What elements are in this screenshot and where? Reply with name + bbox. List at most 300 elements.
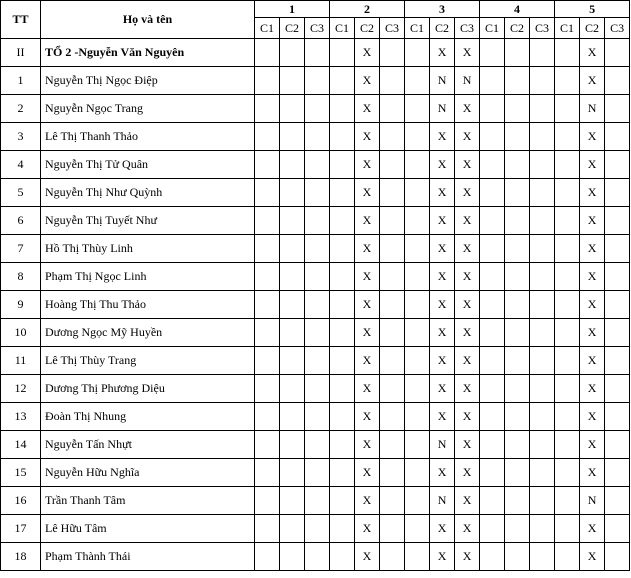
- mark-cell: X: [430, 403, 455, 431]
- row-name: Nguyễn Hữu Nghĩa: [41, 459, 255, 487]
- mark-cell: [305, 375, 330, 403]
- mark-cell: X: [430, 235, 455, 263]
- header-g3-c1: C1: [405, 18, 430, 39]
- mark-cell: [480, 123, 505, 151]
- mark-cell: [255, 319, 280, 347]
- header-g3-c3: C3: [455, 18, 480, 39]
- mark-cell: [505, 151, 530, 179]
- mark-cell: [380, 39, 405, 67]
- mark-cell: X: [580, 39, 605, 67]
- mark-cell: [405, 207, 430, 235]
- mark-cell: [605, 459, 630, 487]
- mark-cell: [305, 431, 330, 459]
- mark-cell: X: [455, 235, 480, 263]
- mark-cell: [380, 207, 405, 235]
- mark-cell: X: [455, 543, 480, 571]
- mark-cell: [605, 375, 630, 403]
- mark-cell: [480, 151, 505, 179]
- mark-cell: [505, 403, 530, 431]
- mark-cell: [605, 179, 630, 207]
- mark-cell: [555, 319, 580, 347]
- mark-cell: X: [455, 347, 480, 375]
- row-number: 15: [1, 459, 41, 487]
- mark-cell: [605, 515, 630, 543]
- row-number: 14: [1, 431, 41, 459]
- header-group-4: 4: [480, 1, 555, 18]
- mark-cell: [480, 39, 505, 67]
- mark-cell: X: [455, 151, 480, 179]
- row-name: Lê Thị Thanh Thảo: [41, 123, 255, 151]
- mark-cell: [480, 207, 505, 235]
- mark-cell: [530, 431, 555, 459]
- mark-cell: X: [355, 347, 380, 375]
- mark-cell: [305, 515, 330, 543]
- mark-cell: N: [430, 95, 455, 123]
- row-name: Nguyễn Thị Ngọc Điệp: [41, 67, 255, 95]
- mark-cell: [555, 123, 580, 151]
- mark-cell: [330, 431, 355, 459]
- mark-cell: [255, 515, 280, 543]
- mark-cell: X: [580, 431, 605, 459]
- table-row: [1, 291, 630, 319]
- mark-cell: X: [455, 263, 480, 291]
- mark-cell: [405, 95, 430, 123]
- mark-cell: [380, 431, 405, 459]
- mark-cell: [605, 67, 630, 95]
- mark-cell: [555, 515, 580, 543]
- mark-cell: [380, 291, 405, 319]
- mark-cell: X: [430, 319, 455, 347]
- mark-cell: [405, 235, 430, 263]
- mark-cell: [405, 515, 430, 543]
- mark-cell: [305, 291, 330, 319]
- mark-cell: [255, 459, 280, 487]
- row-name: Lê Thị Thùy Trang: [41, 347, 255, 375]
- mark-cell: [330, 123, 355, 151]
- mark-cell: X: [455, 95, 480, 123]
- mark-cell: [480, 291, 505, 319]
- mark-cell: [255, 543, 280, 571]
- header-g4-c3: C3: [530, 18, 555, 39]
- mark-cell: [380, 515, 405, 543]
- mark-cell: [530, 67, 555, 95]
- mark-cell: [555, 375, 580, 403]
- mark-cell: [330, 95, 355, 123]
- mark-cell: [305, 123, 330, 151]
- mark-cell: [505, 319, 530, 347]
- row-name: Đoàn Thị Nhung: [41, 403, 255, 431]
- row-name: Nguyễn Thị Tuyết Như: [41, 207, 255, 235]
- mark-cell: [255, 291, 280, 319]
- table-row: [1, 347, 630, 375]
- mark-cell: [555, 543, 580, 571]
- table-body: [1, 39, 630, 571]
- mark-cell: [605, 263, 630, 291]
- mark-cell: N: [455, 67, 480, 95]
- table-row: [1, 207, 630, 235]
- mark-cell: X: [355, 487, 380, 515]
- row-name: Trần Thanh Tâm: [41, 487, 255, 515]
- row-number: 8: [1, 263, 41, 291]
- mark-cell: [255, 431, 280, 459]
- mark-cell: [480, 403, 505, 431]
- row-number: 17: [1, 515, 41, 543]
- row-name: Nguyễn Tấn Nhựt: [41, 431, 255, 459]
- mark-cell: [255, 67, 280, 95]
- mark-cell: [405, 39, 430, 67]
- mark-cell: [330, 263, 355, 291]
- mark-cell: X: [430, 151, 455, 179]
- row-number: 9: [1, 291, 41, 319]
- mark-cell: X: [455, 291, 480, 319]
- table-row: [1, 543, 630, 571]
- mark-cell: X: [355, 291, 380, 319]
- mark-cell: X: [430, 347, 455, 375]
- mark-cell: X: [580, 67, 605, 95]
- header-name: Họ và tên: [41, 1, 255, 39]
- row-number: 16: [1, 487, 41, 515]
- mark-cell: [305, 543, 330, 571]
- mark-cell: [280, 179, 305, 207]
- row-number: 2: [1, 95, 41, 123]
- header-g5-c3: C3: [605, 18, 630, 39]
- mark-cell: [380, 67, 405, 95]
- mark-cell: [505, 95, 530, 123]
- table-row: [1, 403, 630, 431]
- mark-cell: [605, 319, 630, 347]
- mark-cell: [280, 39, 305, 67]
- mark-cell: X: [455, 515, 480, 543]
- mark-cell: [330, 39, 355, 67]
- mark-cell: [405, 67, 430, 95]
- mark-cell: N: [430, 67, 455, 95]
- mark-cell: [305, 39, 330, 67]
- mark-cell: [505, 67, 530, 95]
- mark-cell: X: [355, 207, 380, 235]
- row-number: 13: [1, 403, 41, 431]
- mark-cell: X: [355, 403, 380, 431]
- mark-cell: [405, 347, 430, 375]
- mark-cell: [605, 347, 630, 375]
- row-number: 5: [1, 179, 41, 207]
- header-group-1: 1: [255, 1, 330, 18]
- mark-cell: X: [430, 459, 455, 487]
- mark-cell: [530, 319, 555, 347]
- mark-cell: [555, 403, 580, 431]
- mark-cell: X: [430, 263, 455, 291]
- mark-cell: [280, 291, 305, 319]
- mark-cell: [530, 403, 555, 431]
- mark-cell: X: [430, 207, 455, 235]
- mark-cell: [305, 319, 330, 347]
- mark-cell: [255, 403, 280, 431]
- mark-cell: [330, 375, 355, 403]
- mark-cell: [530, 375, 555, 403]
- mark-cell: [480, 263, 505, 291]
- mark-cell: [530, 515, 555, 543]
- row-number: 4: [1, 151, 41, 179]
- mark-cell: [255, 263, 280, 291]
- mark-cell: [530, 207, 555, 235]
- mark-cell: [255, 95, 280, 123]
- mark-cell: N: [430, 431, 455, 459]
- mark-cell: [505, 291, 530, 319]
- mark-cell: [505, 179, 530, 207]
- table-row: [1, 235, 630, 263]
- header-g5-c2: C2: [580, 18, 605, 39]
- mark-cell: [405, 319, 430, 347]
- mark-cell: [505, 487, 530, 515]
- row-name: Dương Thị Phương Diệu: [41, 375, 255, 403]
- mark-cell: [255, 151, 280, 179]
- mark-cell: [505, 543, 530, 571]
- mark-cell: [280, 459, 305, 487]
- row-name: Nguyễn Thị Tử Quân: [41, 151, 255, 179]
- mark-cell: [330, 403, 355, 431]
- mark-cell: [405, 263, 430, 291]
- row-name: Nguyễn Thị Như Quỳnh: [41, 179, 255, 207]
- mark-cell: [280, 543, 305, 571]
- header-row-groups: [1, 1, 630, 18]
- mark-cell: [280, 207, 305, 235]
- mark-cell: [555, 235, 580, 263]
- mark-cell: [280, 403, 305, 431]
- mark-cell: [280, 319, 305, 347]
- mark-cell: X: [455, 319, 480, 347]
- mark-cell: [255, 179, 280, 207]
- mark-cell: [505, 515, 530, 543]
- mark-cell: [305, 347, 330, 375]
- mark-cell: X: [355, 151, 380, 179]
- mark-cell: [330, 319, 355, 347]
- mark-cell: X: [430, 291, 455, 319]
- mark-cell: [480, 67, 505, 95]
- mark-cell: [255, 375, 280, 403]
- row-name: Phạm Thành Thái: [41, 543, 255, 571]
- mark-cell: X: [455, 179, 480, 207]
- mark-cell: X: [580, 515, 605, 543]
- row-name: Lê Hữu Tâm: [41, 515, 255, 543]
- row-number: II: [1, 39, 41, 67]
- mark-cell: [530, 291, 555, 319]
- mark-cell: [480, 95, 505, 123]
- header-g1-c3: C3: [305, 18, 330, 39]
- mark-cell: N: [580, 487, 605, 515]
- mark-cell: [280, 347, 305, 375]
- mark-cell: [505, 263, 530, 291]
- mark-cell: [380, 263, 405, 291]
- mark-cell: [605, 487, 630, 515]
- mark-cell: X: [430, 39, 455, 67]
- table-row: [1, 179, 630, 207]
- mark-cell: [280, 487, 305, 515]
- mark-cell: [605, 39, 630, 67]
- mark-cell: [480, 375, 505, 403]
- row-number: 10: [1, 319, 41, 347]
- mark-cell: X: [455, 207, 480, 235]
- mark-cell: [505, 375, 530, 403]
- row-name: Phạm Thị Ngọc Linh: [41, 263, 255, 291]
- row-number: 7: [1, 235, 41, 263]
- mark-cell: X: [355, 431, 380, 459]
- mark-cell: [380, 375, 405, 403]
- mark-cell: [530, 487, 555, 515]
- mark-cell: [530, 179, 555, 207]
- mark-cell: [530, 263, 555, 291]
- table-row: [1, 151, 630, 179]
- table-row: [1, 263, 630, 291]
- table-row: [1, 39, 630, 67]
- mark-cell: [480, 431, 505, 459]
- mark-cell: [530, 347, 555, 375]
- header-group-3: 3: [405, 1, 480, 18]
- mark-cell: X: [455, 431, 480, 459]
- mark-cell: [280, 67, 305, 95]
- mark-cell: X: [355, 95, 380, 123]
- mark-cell: [555, 95, 580, 123]
- mark-cell: X: [580, 347, 605, 375]
- mark-cell: X: [355, 459, 380, 487]
- mark-cell: [605, 235, 630, 263]
- mark-cell: [605, 151, 630, 179]
- mark-cell: [555, 151, 580, 179]
- header-g3-c2: C2: [430, 18, 455, 39]
- mark-cell: [330, 235, 355, 263]
- mark-cell: [605, 207, 630, 235]
- mark-cell: [530, 123, 555, 151]
- mark-cell: X: [355, 123, 380, 151]
- mark-cell: [305, 179, 330, 207]
- mark-cell: [330, 347, 355, 375]
- mark-cell: [505, 123, 530, 151]
- mark-cell: [405, 459, 430, 487]
- mark-cell: [555, 67, 580, 95]
- mark-cell: [505, 39, 530, 67]
- mark-cell: [380, 235, 405, 263]
- mark-cell: [330, 459, 355, 487]
- mark-cell: [605, 431, 630, 459]
- mark-cell: [280, 375, 305, 403]
- row-name: TỔ 2 -Nguyễn Văn Nguyên: [41, 39, 255, 67]
- mark-cell: [380, 319, 405, 347]
- mark-cell: X: [580, 235, 605, 263]
- mark-cell: [280, 123, 305, 151]
- mark-cell: [305, 151, 330, 179]
- mark-cell: [255, 487, 280, 515]
- mark-cell: X: [430, 515, 455, 543]
- row-number: 1: [1, 67, 41, 95]
- mark-cell: X: [430, 543, 455, 571]
- mark-cell: [305, 235, 330, 263]
- mark-cell: [405, 291, 430, 319]
- mark-cell: [405, 123, 430, 151]
- mark-cell: [280, 95, 305, 123]
- mark-cell: [555, 431, 580, 459]
- mark-cell: X: [580, 123, 605, 151]
- mark-cell: [555, 39, 580, 67]
- mark-cell: [405, 431, 430, 459]
- mark-cell: [530, 235, 555, 263]
- mark-cell: X: [580, 151, 605, 179]
- header-group-5: 5: [555, 1, 630, 18]
- mark-cell: [480, 515, 505, 543]
- mark-cell: [505, 347, 530, 375]
- mark-cell: [480, 543, 505, 571]
- header-tt: TT: [1, 1, 41, 39]
- mark-cell: [555, 179, 580, 207]
- mark-cell: [405, 487, 430, 515]
- mark-cell: [405, 403, 430, 431]
- mark-cell: [380, 151, 405, 179]
- mark-cell: [555, 459, 580, 487]
- mark-cell: [505, 459, 530, 487]
- mark-cell: [480, 459, 505, 487]
- header-group-2: 2: [330, 1, 405, 18]
- mark-cell: [305, 403, 330, 431]
- mark-cell: X: [580, 459, 605, 487]
- table-row: [1, 123, 630, 151]
- mark-cell: X: [455, 487, 480, 515]
- mark-cell: [555, 487, 580, 515]
- header-g5-c1: C1: [555, 18, 580, 39]
- mark-cell: X: [355, 263, 380, 291]
- header-g1-c1: C1: [255, 18, 280, 39]
- row-name: Nguyễn Ngọc Trang: [41, 95, 255, 123]
- mark-cell: X: [355, 515, 380, 543]
- mark-cell: [380, 543, 405, 571]
- mark-cell: [480, 235, 505, 263]
- table-row: [1, 487, 630, 515]
- mark-cell: [505, 431, 530, 459]
- mark-cell: X: [580, 179, 605, 207]
- mark-cell: [605, 403, 630, 431]
- table-row: [1, 515, 630, 543]
- mark-cell: [255, 207, 280, 235]
- mark-cell: [280, 263, 305, 291]
- mark-cell: [405, 179, 430, 207]
- row-number: 18: [1, 543, 41, 571]
- mark-cell: [330, 207, 355, 235]
- mark-cell: [405, 543, 430, 571]
- mark-cell: [380, 123, 405, 151]
- mark-cell: [605, 123, 630, 151]
- mark-cell: X: [355, 179, 380, 207]
- mark-cell: [305, 487, 330, 515]
- mark-cell: X: [580, 291, 605, 319]
- mark-cell: N: [430, 487, 455, 515]
- mark-cell: [305, 207, 330, 235]
- table-row: [1, 319, 630, 347]
- mark-cell: [505, 235, 530, 263]
- header-g1-c2: C2: [280, 18, 305, 39]
- row-number: 11: [1, 347, 41, 375]
- header-g4-c2: C2: [505, 18, 530, 39]
- mark-cell: [405, 375, 430, 403]
- mark-cell: [305, 459, 330, 487]
- mark-cell: [380, 179, 405, 207]
- mark-cell: [605, 95, 630, 123]
- mark-cell: X: [355, 543, 380, 571]
- table-row: [1, 67, 630, 95]
- mark-cell: X: [580, 319, 605, 347]
- header-g4-c1: C1: [480, 18, 505, 39]
- mark-cell: [280, 235, 305, 263]
- mark-cell: X: [430, 179, 455, 207]
- mark-cell: [555, 347, 580, 375]
- row-number: 3: [1, 123, 41, 151]
- mark-cell: [280, 515, 305, 543]
- mark-cell: [380, 459, 405, 487]
